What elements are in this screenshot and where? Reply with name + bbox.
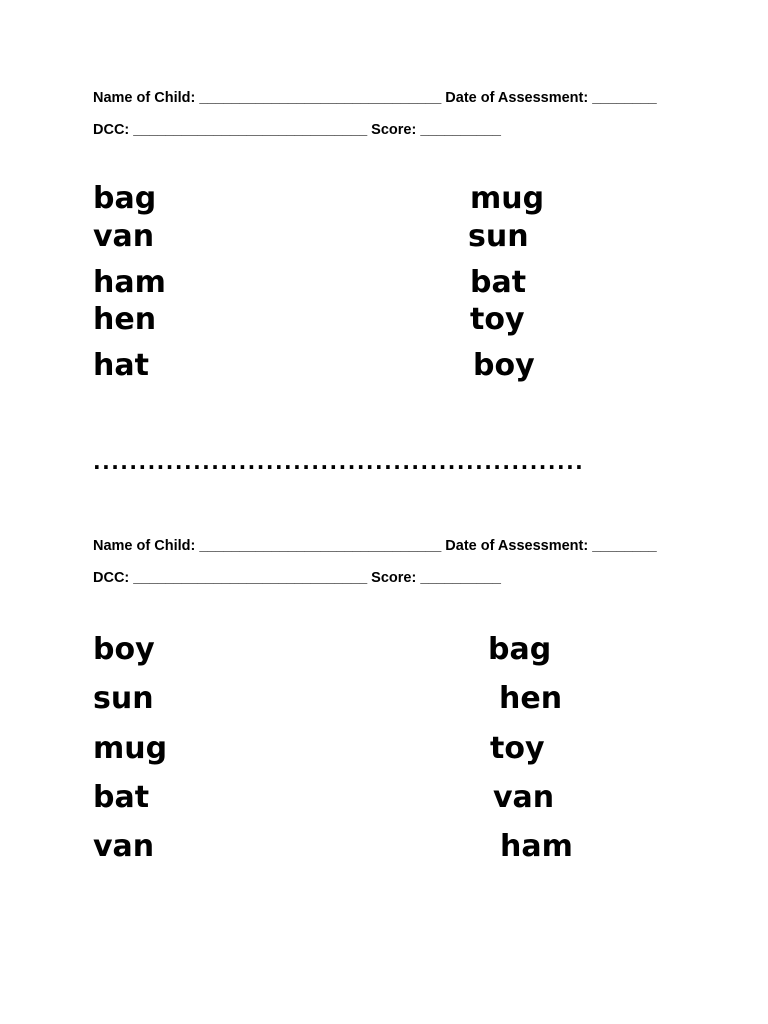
word-right-2-1: bag <box>488 632 552 667</box>
word-left-1-4: hen <box>93 302 157 337</box>
dcc-score-line-1: DCC: _____________________________ Score: __________ <box>93 122 501 138</box>
name-date-line-1: Name of Child: ______________________________ Date of Assessment: ________ <box>93 90 657 106</box>
word-right-1-3: bat <box>470 265 527 300</box>
word-left-1-2: van <box>93 219 155 254</box>
word-left-2-1: boy <box>93 632 155 667</box>
dcc-score-line-2: DCC: _____________________________ Score: __________ <box>93 570 501 586</box>
word-right-2-3: toy <box>490 731 545 766</box>
word-left-2-5: van <box>93 829 155 864</box>
word-right-1-5: boy <box>473 348 535 383</box>
dotted-separator: ...................................................... <box>93 450 585 474</box>
word-left-2-4: bat <box>93 780 150 815</box>
word-right-2-5: ham <box>500 829 573 864</box>
word-right-2-4: van <box>493 780 555 815</box>
name-date-line-2: Name of Child: ______________________________ Date of Assessment: ________ <box>93 538 657 554</box>
word-left-1-5: hat <box>93 348 149 383</box>
word-right-2-2: hen <box>499 681 563 716</box>
word-right-1-4: toy <box>470 302 525 337</box>
word-left-2-3: mug <box>93 731 168 766</box>
word-left-1-3: ham <box>93 265 166 300</box>
word-left-1-1: bag <box>93 181 157 216</box>
word-left-2-2: sun <box>93 681 154 716</box>
word-right-1-1: mug <box>470 181 545 216</box>
word-right-1-2: sun <box>468 219 529 254</box>
